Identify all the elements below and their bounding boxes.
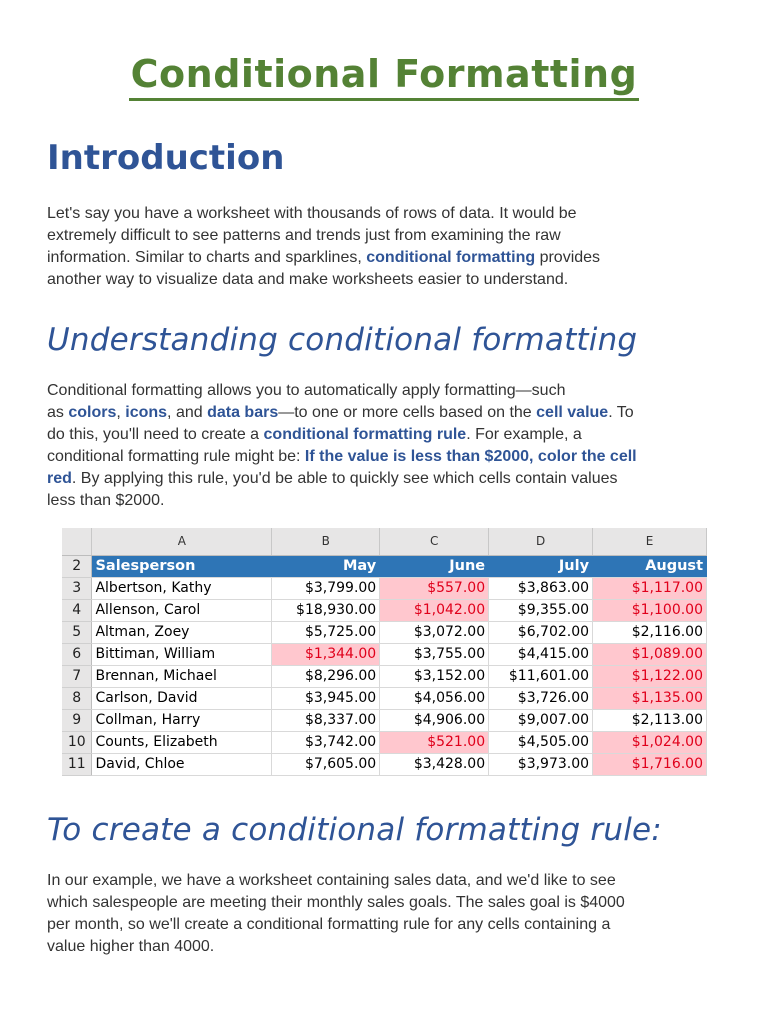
header-july[interactable]: July [489, 555, 593, 577]
sales-value-cell[interactable]: $1,122.00 [593, 665, 707, 687]
sales-value-cell[interactable]: $521.00 [380, 731, 489, 753]
sales-value-cell[interactable]: $3,428.00 [380, 753, 489, 775]
row-number[interactable]: 6 [62, 643, 92, 665]
text: . For example, a [466, 426, 582, 443]
intro-line-2: extremely difficult to see patterns and trends just from examining the raw [47, 227, 561, 244]
page-title: Conditional Formatting [129, 52, 640, 101]
sales-value-cell[interactable]: $11,601.00 [489, 665, 593, 687]
intro-text: provides [535, 249, 601, 266]
table-row [62, 643, 707, 665]
sales-value-cell[interactable]: $9,355.00 [489, 599, 593, 621]
sales-value-cell[interactable]: $9,007.00 [489, 709, 593, 731]
sales-value-cell[interactable]: $8,296.00 [272, 665, 380, 687]
table-row [62, 599, 707, 621]
understanding-heading: Understanding conditional formatting [47, 322, 638, 358]
introduction-paragraph [47, 203, 727, 291]
table-row [62, 665, 707, 687]
salesperson-cell[interactable]: Carlson, David [92, 687, 272, 709]
example-rule: red [47, 470, 72, 487]
sales-value-cell[interactable]: $3,152.00 [380, 665, 489, 687]
intro-line-3 [47, 247, 727, 269]
icons-term: icons [125, 404, 168, 421]
sales-value-cell[interactable]: $1,135.00 [593, 687, 707, 709]
page-title-wrap [0, 52, 768, 96]
column-header-b[interactable]: B [272, 528, 380, 555]
understanding-line-2 [47, 402, 727, 424]
colors-term: colors [68, 404, 117, 421]
sales-value-cell[interactable]: $7,605.00 [272, 753, 380, 775]
understanding-line-4 [47, 446, 727, 468]
table-row [62, 709, 707, 731]
create-rule-paragraph [47, 870, 727, 958]
text: . To [608, 404, 634, 421]
text: do this, you'll need to create a [47, 426, 264, 443]
sales-value-cell[interactable]: $6,702.00 [489, 621, 593, 643]
sales-value-cell[interactable]: $8,337.00 [272, 709, 380, 731]
create-rule-heading: To create a conditional formatting rule: [47, 812, 662, 848]
create-line-1: In our example, we have a worksheet containing sales data, and we'd like to see [47, 872, 616, 889]
sales-value-cell[interactable]: $3,755.00 [380, 643, 489, 665]
text: conditional formatting rule might be: [47, 448, 305, 465]
salesperson-cell[interactable]: Bittiman, William [92, 643, 272, 665]
column-header-c[interactable]: C [380, 528, 489, 555]
salesperson-cell[interactable]: Albertson, Kathy [92, 577, 272, 599]
table-body [62, 577, 707, 775]
row-number[interactable]: 7 [62, 665, 92, 687]
conditional-formatting-link[interactable]: conditional formatting [366, 249, 536, 266]
text: , [116, 404, 126, 421]
sales-value-cell[interactable]: $3,726.00 [489, 687, 593, 709]
row-number[interactable]: 4 [62, 599, 92, 621]
select-all-corner[interactable] [62, 528, 92, 555]
table-row [62, 577, 707, 599]
understanding-line-1: Conditional formatting allows you to automatically apply formatting—such [47, 382, 566, 399]
sales-value-cell[interactable]: $3,742.00 [272, 731, 380, 753]
spreadsheet-example [62, 528, 707, 776]
sales-value-cell[interactable]: $3,973.00 [489, 753, 593, 775]
sales-value-cell[interactable]: $3,945.00 [272, 687, 380, 709]
sales-value-cell[interactable]: $4,906.00 [380, 709, 489, 731]
intro-text: information. Similar to charts and sparklines, [47, 249, 367, 266]
salesperson-cell[interactable]: Allenson, Carol [92, 599, 272, 621]
sales-value-cell[interactable]: $4,505.00 [489, 731, 593, 753]
sales-value-cell[interactable]: $1,117.00 [593, 577, 707, 599]
header-salesperson[interactable]: Salesperson [92, 555, 272, 577]
conditional-formatting-rule-term: conditional formatting rule [263, 426, 467, 443]
understanding-paragraph [47, 380, 727, 512]
sales-value-cell[interactable]: $557.00 [380, 577, 489, 599]
sales-value-cell[interactable]: $3,072.00 [380, 621, 489, 643]
column-header-d[interactable]: D [489, 528, 593, 555]
sales-value-cell[interactable]: $1,042.00 [380, 599, 489, 621]
table-row [62, 731, 707, 753]
salesperson-cell[interactable]: Brennan, Michael [92, 665, 272, 687]
sales-value-cell[interactable]: $3,799.00 [272, 577, 380, 599]
sales-value-cell[interactable]: $5,725.00 [272, 621, 380, 643]
sales-value-cell[interactable]: $1,024.00 [593, 731, 707, 753]
sales-value-cell[interactable]: $2,113.00 [593, 709, 707, 731]
column-letter-row [62, 528, 707, 555]
introduction-heading: Introduction [47, 138, 285, 178]
row-number[interactable]: 9 [62, 709, 92, 731]
header-june[interactable]: June [380, 555, 489, 577]
data-bars-term: data bars [207, 404, 279, 421]
salesperson-cell[interactable]: Collman, Harry [92, 709, 272, 731]
text: —to one or more cells based on the [278, 404, 537, 421]
salesperson-cell[interactable]: Altman, Zoey [92, 621, 272, 643]
row-number[interactable]: 2 [62, 555, 92, 577]
text: , and [167, 404, 208, 421]
sales-value-cell[interactable]: $3,863.00 [489, 577, 593, 599]
text: . By applying this rule, you'd be able to quickly see which cells contain values [71, 470, 618, 487]
intro-line-1: Let's say you have a worksheet with thousands of rows of data. It would be [47, 205, 577, 222]
table-row [62, 621, 707, 643]
sales-value-cell[interactable]: $1,089.00 [593, 643, 707, 665]
create-line-4: value higher than 4000. [47, 938, 215, 955]
column-header-a[interactable]: A [92, 528, 272, 555]
salesperson-cell[interactable]: Counts, Elizabeth [92, 731, 272, 753]
salesperson-cell[interactable]: David, Chloe [92, 753, 272, 775]
text: as [47, 404, 69, 421]
intro-line-4: another way to visualize data and make worksheets easier to understand. [47, 271, 569, 288]
table-row [62, 687, 707, 709]
row-number[interactable]: 10 [62, 731, 92, 753]
sales-value-cell[interactable]: $1,344.00 [272, 643, 380, 665]
table-row [62, 753, 707, 775]
understanding-line-6: less than $2000. [47, 492, 165, 509]
understanding-line-5 [47, 468, 727, 490]
create-line-3: per month, so we'll create a conditional formatting rule for any cells containing a [47, 916, 611, 933]
understanding-line-3 [47, 424, 727, 446]
sales-value-cell[interactable]: $4,056.00 [380, 687, 489, 709]
row-number[interactable]: 3 [62, 577, 92, 599]
row-number[interactable]: 5 [62, 621, 92, 643]
row-number[interactable]: 8 [62, 687, 92, 709]
create-line-2: which salespeople are meeting their monthly sales goals. The sales goal is $4000 [47, 894, 625, 911]
sales-value-cell[interactable]: $2,116.00 [593, 621, 707, 643]
example-rule: If the value is less than $2000, color the cell [304, 448, 637, 465]
table-header-row [62, 555, 707, 577]
sales-value-cell[interactable]: $4,415.00 [489, 643, 593, 665]
header-august[interactable]: August [593, 555, 707, 577]
header-may[interactable]: May [272, 555, 380, 577]
sales-value-cell[interactable]: $1,100.00 [593, 599, 707, 621]
cell-value-term: cell value [536, 404, 609, 421]
sales-value-cell[interactable]: $18,930.00 [272, 599, 380, 621]
row-number[interactable]: 11 [62, 753, 92, 775]
column-header-e[interactable]: E [593, 528, 707, 555]
sales-value-cell[interactable]: $1,716.00 [593, 753, 707, 775]
